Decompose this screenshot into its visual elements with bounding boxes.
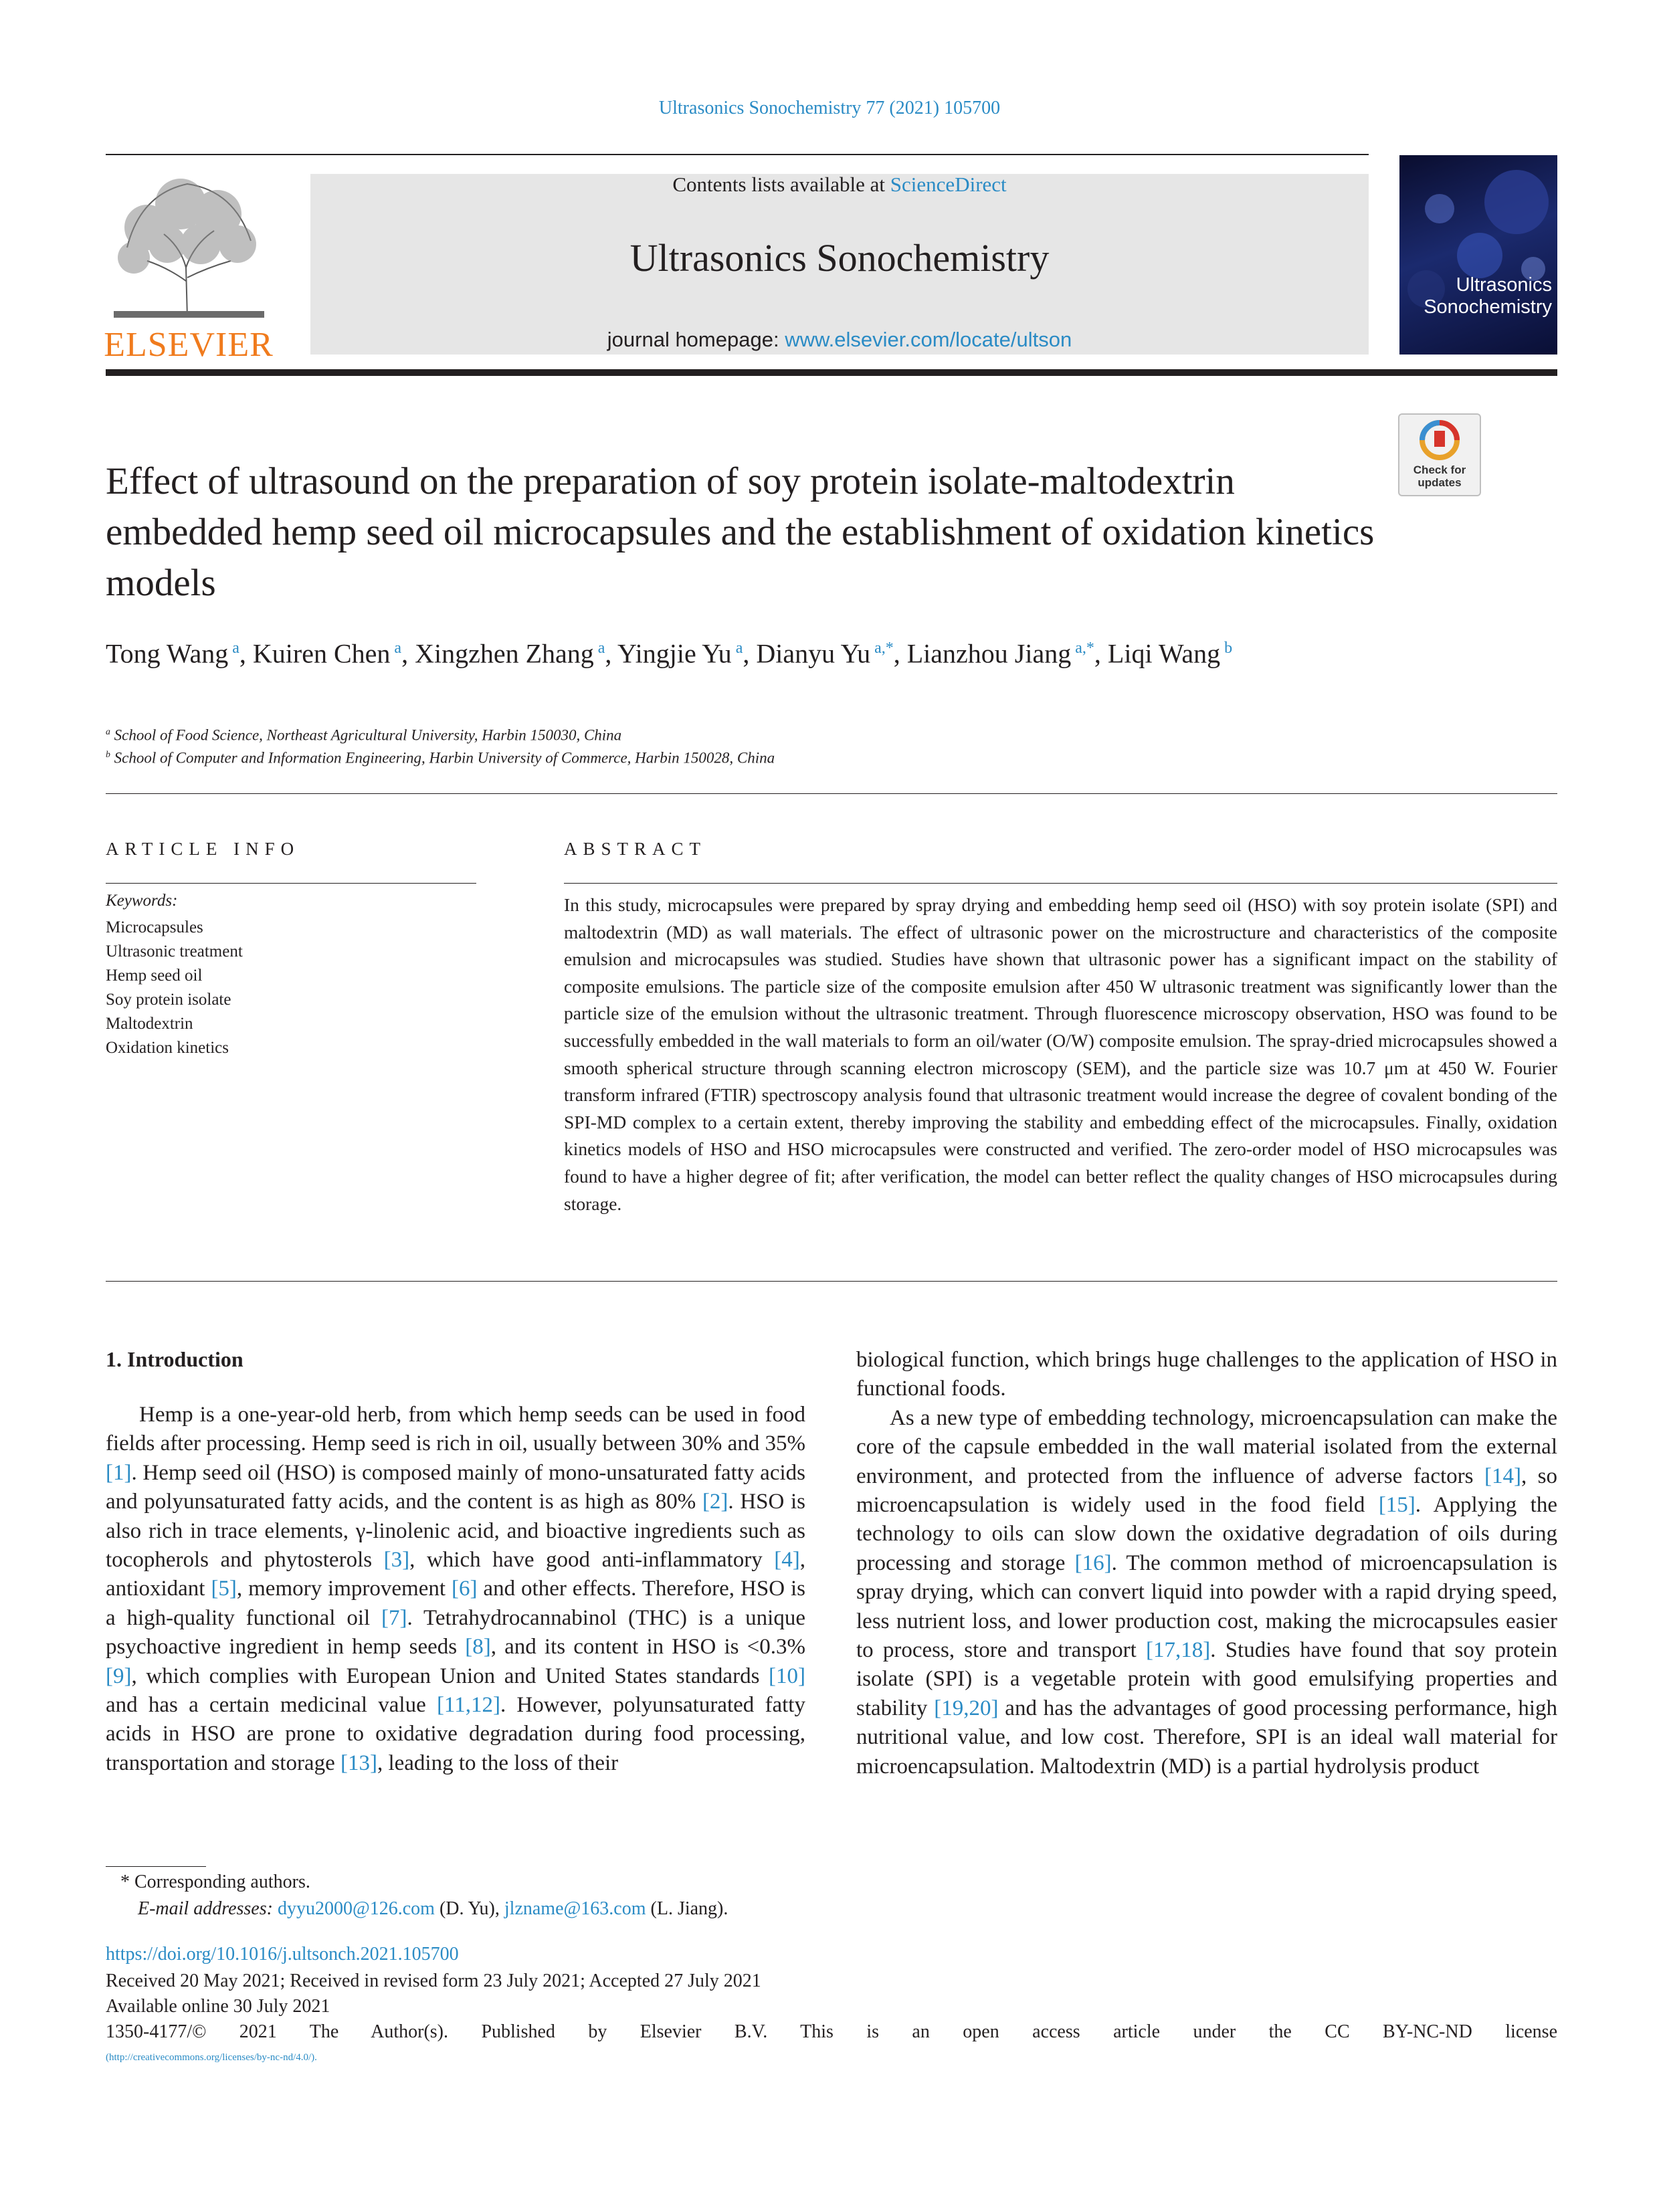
email-owner: (L. Jiang). xyxy=(646,1898,728,1919)
contents-prefix: Contents lists available at xyxy=(672,173,890,196)
check-updates-line1: Check for xyxy=(1413,464,1466,476)
homepage-prefix: journal homepage: xyxy=(607,328,785,351)
author-name[interactable]: Xingzhen Zhang xyxy=(415,638,594,669)
citation-link[interactable]: [10] xyxy=(769,1664,805,1688)
intro-heading: 1. Introduction xyxy=(106,1347,243,1371)
keyword-item: Maltodextrin xyxy=(106,1015,193,1033)
citation-link[interactable]: [15] xyxy=(1378,1493,1416,1518)
keywords-label: Keywords: xyxy=(106,892,178,910)
citation-link[interactable]: [2] xyxy=(702,1490,728,1514)
header-rule xyxy=(106,154,1369,155)
citation-link[interactable]: [4] xyxy=(774,1548,800,1573)
keyword-item: Microcapsules xyxy=(106,918,203,936)
author-name[interactable]: Yingjie Yu xyxy=(617,638,732,669)
intro-paragraph-1: Hemp is a one-year-old herb, from which hemp seeds can be used in food fields after processing. Hemp seed is rich in oil, usually between 30% and 35% [1]. Hemp seed oil (HSO) is composed mainly of mono-unsaturated fatty acids and polyunsaturated fatty acids, and the content is as high as 80% [2]. HSO is also rich in trace elements, γ-linolenic acid, and bioactive ingredients such as tocopherols and phytosterols [3], which have good anti-inflammatory [4], antioxidant [5], memory improvement [6] and other effects. Therefore, HSO is a high-quality functional oil [7]. Tetrahydrocannabinol (THC) is a unique psychoactive ingredient in hemp seeds [8], and its content in HSO is <0.3% [9], which complies with European Union and United States standards [10] and has a certain medicinal value [11,12]. However, polyunsaturated fatty acids in HSO are prone to oxidative degradation during food processing, transportation and storage [13], leading to the loss of their xyxy=(106,1403,806,1775)
citation-link[interactable]: [17,18] xyxy=(1146,1638,1211,1663)
citation-link[interactable]: [13] xyxy=(340,1750,377,1775)
article-info-heading: ARTICLE INFO xyxy=(106,839,300,859)
author-name[interactable]: Kuiren Chen xyxy=(252,638,391,669)
author-list: Tong Wang $^a$, Kuiren Chen $^a$, Xingzhen Zhang $^a$, Yingjie Yu $^a$, Dianyu Yu $^{a,*}$, Lianzhou Jiang $^{a,*}$, Liqi Wang $^b$ xyxy=(106,638,1233,669)
homepage-line xyxy=(310,328,1369,352)
doi-link[interactable]: https://doi.org/10.1016/j.ultsonch.2021.105700 xyxy=(106,1944,459,1965)
affiliation-text: School of Food Science, Northeast Agricultural University, Harbin 150030, China xyxy=(114,726,622,744)
affiliation-a xyxy=(106,726,621,744)
citation-link[interactable]: [19,20] xyxy=(934,1696,999,1720)
section-divider xyxy=(106,793,1557,794)
citation-link[interactable]: [8] xyxy=(465,1635,491,1660)
journal-citation[interactable]: Ultrasonics Sonochemistry 77 (2021) 105700 xyxy=(658,98,1001,118)
author-name[interactable]: Lianzhou Jiang xyxy=(906,638,1072,669)
license-statement: 1350-4177/© 2021 The Author(s). Published by Elsevier B.V. This is an open access article under the CC BY-NC-ND license xyxy=(106,2021,1557,2042)
author-name[interactable]: Liqi Wang xyxy=(1107,638,1221,669)
affiliation-text: School of Computer and Information Engineering, Harbin University of Commerce, Harbin 150028, China xyxy=(114,749,775,767)
received-dates: Received 20 May 2021; Received in revised form 23 July 2021; Accepted 27 July 2021 xyxy=(106,1971,761,1991)
author-affiliation-mark[interactable]: a,* xyxy=(870,639,894,657)
citation-link[interactable]: [1] xyxy=(106,1460,132,1485)
intro-column-right xyxy=(856,1346,1557,1781)
abstract-rule xyxy=(564,883,1557,884)
footnote-rule xyxy=(106,1866,206,1867)
author-affiliation-mark[interactable]: a,* xyxy=(1071,639,1094,657)
intro-paragraph-1-continued: biological function, which brings huge challenges to the application of HSO in functional foods. xyxy=(856,1348,1557,1401)
citation-link[interactable]: [7] xyxy=(381,1605,407,1630)
affiliation-mark: b xyxy=(106,749,110,759)
email-link-jiang[interactable]: jlzname@163.com xyxy=(504,1898,646,1919)
journal-cover-image[interactable] xyxy=(1399,155,1557,355)
cover-title xyxy=(1405,274,1552,318)
keyword-item: Soy protein isolate xyxy=(106,991,231,1009)
cover-title-line1: Ultrasonics xyxy=(1456,274,1552,296)
author-name[interactable]: Tong Wang xyxy=(106,638,229,669)
keyword-item: Ultrasonic treatment xyxy=(106,942,243,961)
affiliation-mark: a xyxy=(106,726,110,736)
keyword-item: Oxidation kinetics xyxy=(106,1039,229,1057)
check-updates-label xyxy=(1398,464,1481,489)
author-name[interactable]: Dianyu Yu xyxy=(756,638,871,669)
author-affiliation-mark[interactable]: a xyxy=(228,639,239,657)
elsevier-wordmark: ELSEVIER xyxy=(104,326,274,364)
check-updates-line2: updates xyxy=(1418,476,1462,489)
citation-link[interactable]: [16] xyxy=(1074,1550,1112,1575)
intro-column-left xyxy=(106,1401,805,1778)
abstract-heading: ABSTRACT xyxy=(564,839,707,859)
email-label: E-mail addresses: xyxy=(138,1898,278,1919)
citation-link[interactable]: [3] xyxy=(383,1548,410,1573)
keyword-item: Hemp seed oil xyxy=(106,967,203,985)
author-affiliation-mark[interactable]: a xyxy=(593,639,605,657)
citation-link[interactable]: [14] xyxy=(1484,1464,1521,1488)
keywords-list xyxy=(106,916,243,1060)
citation-link[interactable]: [11,12] xyxy=(436,1693,500,1718)
cover-title-line2: Sonochemistry xyxy=(1424,296,1552,318)
corresponding-authors-note: * Corresponding authors. xyxy=(120,1872,310,1892)
section-divider xyxy=(106,1281,1557,1282)
intro-paragraph-2: As a new type of embedding technology, microencapsulation can make the core of the capsule embedded in the wall material isolated from the external environment, and protected from the influence of adverse factors [14], so microencapsulation is widely used in the food field [15]. Applying the technology to oils can slow down the oxidative degradation of oils during processing and storage [16]. The common method of microencapsulation is spray drying, which can convert liquid into powder with a rapid drying speed, less nutrient loss, and lower production cost, making the microcapsules easier to process, store and transport [17,18]. Studies have found that soy protein isolate (SPI) is a vegetable protein with good emulsifying properties and stability [19,20] and has the advantages of good processing performance, high nutritional value, and low cost. Therefore, SPI is an ideal wall material for microencapsulation. Maltodextrin (MD) is a partial hydrolysis product xyxy=(856,1405,1557,1779)
author-affiliation-mark[interactable]: a xyxy=(390,639,402,657)
abstract-text: In this study, microcapsules were prepared by spray drying and embedding hemp seed oil (HSO) with soy protein isolate (SPI) and maltodextrin (MD) as wall materials. The effect of ultrasonic power on the microstructure and characteristics of the composite emulsion and microcapsules was studied. Studies have shown that ultrasonic power has a significant impact on the stability of composite emulsions. The particle size of the composite emulsion after 450 W ultrasonic treatment was significantly lower than the particle size of the emulsion without the ultrasonic treatment. Through fluorescence microscopy observation, HSO was found to be successfully embedded in the wall materials to form an oil/water (O/W) composite emulsion. The spray-dried microcapsules showed a smooth spherical structure through scanning electron microscopy (SEM), and the particle size was 10.7 μm at 450 W. Fourier transform infrared (FTIR) spectroscopy analysis found that ultrasonic treatment would increase the degree of covalent bonding of the SPI-MD complex to a certain extent, thereby improving the stability and embedding effect of the microcapsules. Finally, oxidation kinetics models of HSO and HSO microcapsules were constructed and verified. The zero-order model of HSO microcapsules was found to have a higher degree of fit; after verification, the model can better reflect the quality changes of HSO microcapsules during storage. xyxy=(564,894,1557,1214)
citation-link[interactable]: [9] xyxy=(106,1664,132,1688)
email-link-yu[interactable]: dyyu2000@126.com xyxy=(277,1898,435,1919)
affiliation-b xyxy=(106,749,775,767)
author-affiliation-mark[interactable]: b xyxy=(1220,639,1233,657)
sciencedirect-link[interactable]: ScienceDirect xyxy=(890,173,1007,196)
citation-link[interactable]: [5] xyxy=(211,1577,237,1601)
journal-name: Ultrasonics Sonochemistry xyxy=(629,236,1050,280)
article-title: Effect of ultrasound on the preparation of soy protein isolate-maltodextrin embedded hemp seed oil microcapsules and the establishment of oxidation kinetics models xyxy=(106,460,1375,604)
citation-link[interactable]: [6] xyxy=(451,1577,478,1601)
author-affiliation-mark[interactable]: a xyxy=(731,639,743,657)
email-owner: (D. Yu), xyxy=(434,1898,504,1919)
contents-line xyxy=(310,173,1369,197)
header-rule-thick xyxy=(106,369,1557,376)
email-addresses xyxy=(138,1898,728,1920)
article-info-rule xyxy=(106,883,476,884)
available-online-date: Available online 30 July 2021 xyxy=(106,1996,330,2017)
license-url-link[interactable]: (http://creativecommons.org/licenses/by-nc-nd/4.0/). xyxy=(106,2052,317,2063)
homepage-link[interactable]: www.elsevier.com/locate/ultson xyxy=(785,328,1072,351)
